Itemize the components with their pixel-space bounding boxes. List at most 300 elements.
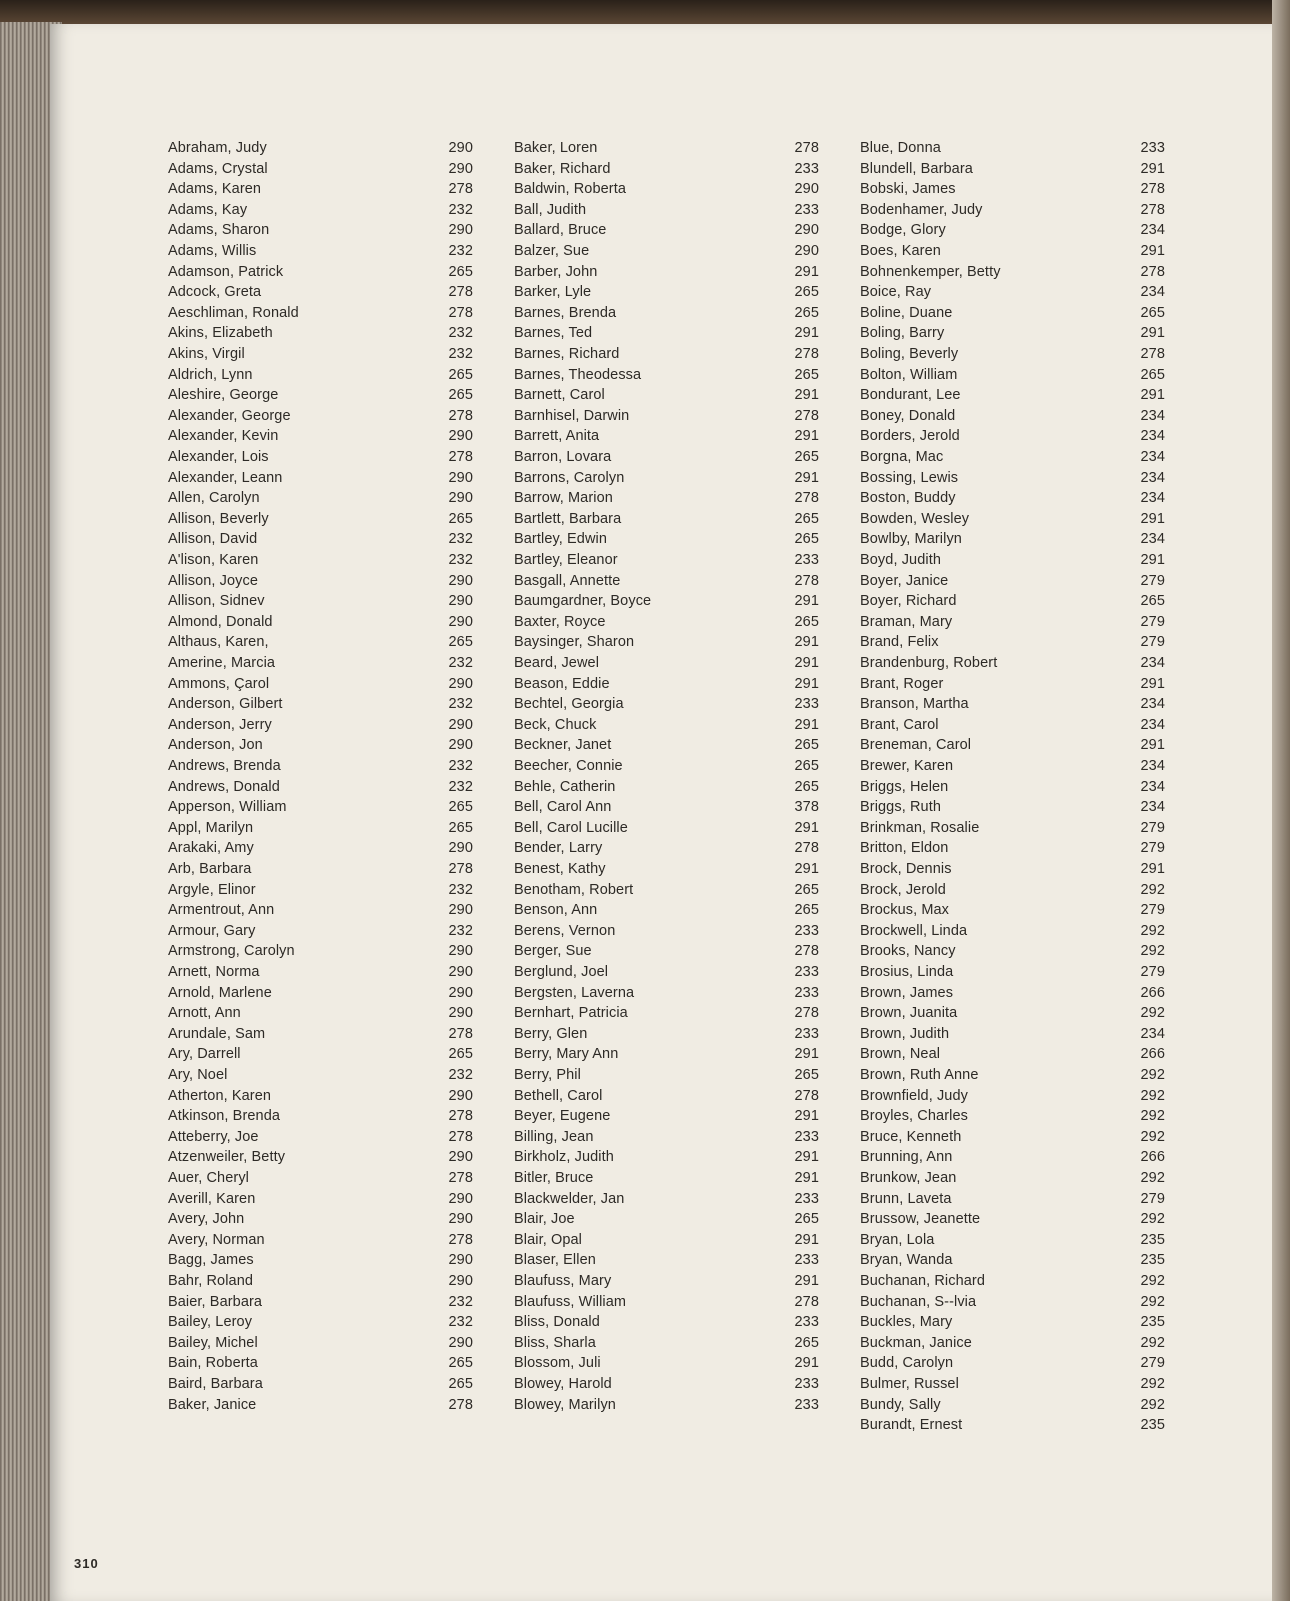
index-entry xyxy=(514,1149,819,1170)
entry-name: Briggs, Ruth xyxy=(860,799,941,816)
entry-page: 265 xyxy=(794,1211,819,1228)
entry-page: 266 xyxy=(1140,1046,1165,1063)
index-entry xyxy=(860,511,1165,532)
entry-name: Benotham, Robert xyxy=(514,881,634,898)
index-entry xyxy=(514,779,819,800)
entry-name: Amerine, Marcia xyxy=(168,655,276,671)
entry-page: 265 xyxy=(448,1355,473,1372)
index-entry xyxy=(168,202,473,223)
entry-name: Broyles, Charles xyxy=(860,1108,968,1125)
entry-name: Bossing, Lewis xyxy=(860,469,959,486)
entry-name: Brunkow, Jean xyxy=(860,1170,957,1186)
entry-name: Blundell, Barbara xyxy=(860,160,973,177)
index-entry xyxy=(168,1046,473,1067)
entry-page: 278 xyxy=(448,304,473,321)
index-entry xyxy=(860,758,1165,779)
entry-name: Barnes, Brenda xyxy=(514,304,617,321)
index-entry xyxy=(168,1252,473,1273)
entry-page: 278 xyxy=(794,490,819,507)
index-entry xyxy=(860,367,1165,388)
index-entry xyxy=(514,243,819,264)
entry-page: 278 xyxy=(794,346,819,362)
entry-page: 233 xyxy=(794,1190,819,1207)
entry-name: Bulmer, Russel xyxy=(860,1376,959,1392)
index-entry xyxy=(514,1376,819,1397)
entry-page: 292 xyxy=(1140,1211,1165,1228)
index-entry xyxy=(860,408,1165,429)
entry-page: 265 xyxy=(1140,366,1165,383)
entry-name: Boyer, Richard xyxy=(860,593,957,610)
entry-name: Arundale, Sam xyxy=(168,1025,266,1042)
entry-page: 234 xyxy=(1140,696,1165,713)
entry-page: 290 xyxy=(448,222,473,239)
index-entry xyxy=(860,449,1165,470)
index-entry xyxy=(860,799,1165,820)
index-entry xyxy=(168,1191,473,1212)
entry-page: 291 xyxy=(1140,325,1165,342)
index-entry xyxy=(514,717,819,738)
index-entry xyxy=(860,1005,1165,1026)
entry-name: Bartley, Eleanor xyxy=(514,552,618,568)
index-entry xyxy=(860,470,1165,491)
entry-name: Brown, Judith xyxy=(860,1025,950,1042)
entry-name: Bell, Carol Ann xyxy=(514,799,612,816)
index-entry xyxy=(168,1067,473,1088)
index-entry xyxy=(860,346,1165,367)
entry-page: 290 xyxy=(448,428,473,445)
entry-page: 290 xyxy=(448,984,473,1001)
index-entry xyxy=(168,1314,473,1335)
index-entry xyxy=(514,1252,819,1273)
index-entry xyxy=(860,882,1165,903)
entry-name: Boyer, Janice xyxy=(860,572,949,589)
index-entry xyxy=(168,511,473,532)
entry-page: 233 xyxy=(794,922,819,939)
index-entry xyxy=(168,140,473,161)
entry-name: Bryan, Wanda xyxy=(860,1252,953,1269)
entry-name: Borders, Jerold xyxy=(860,428,960,445)
index-entry xyxy=(168,840,473,861)
index-entry xyxy=(168,1088,473,1109)
index-entry xyxy=(168,387,473,408)
index-entry xyxy=(860,1170,1165,1191)
entry-page: 265 xyxy=(794,366,819,383)
entry-page: 290 xyxy=(448,675,473,692)
entry-name: Buchanan, S--lvia xyxy=(860,1293,977,1310)
entry-name: Bartlett, Barbara xyxy=(514,510,622,527)
index-entry xyxy=(168,902,473,923)
entry-page: 290 xyxy=(448,160,473,177)
entry-name: Bethell, Carol xyxy=(514,1087,603,1104)
entry-page: 265 xyxy=(448,510,473,527)
index-entry xyxy=(860,634,1165,655)
index-entry xyxy=(860,655,1165,676)
entry-name: Apperson, William xyxy=(168,799,287,816)
entry-page: 291 xyxy=(1140,243,1165,259)
entry-name: Bahr, Roland xyxy=(168,1273,254,1289)
index-entry xyxy=(860,1376,1165,1397)
entry-name: Boes, Karen xyxy=(860,243,941,259)
entry-page: 232 xyxy=(448,346,473,362)
entry-page: 292 xyxy=(1140,1273,1165,1289)
index-entry xyxy=(860,428,1165,449)
entry-name: Budd, Carolyn xyxy=(860,1355,954,1372)
index-entry xyxy=(514,1088,819,1109)
entry-name: Alexander, Leann xyxy=(168,469,283,486)
entry-page: 292 xyxy=(1140,881,1165,898)
index-entry xyxy=(860,1252,1165,1273)
entry-name: Almond, Donald xyxy=(168,613,273,630)
entry-name: Brockwell, Linda xyxy=(860,922,968,939)
index-entry xyxy=(860,305,1165,326)
index-entry xyxy=(168,264,473,285)
index-column-1 xyxy=(168,140,473,1460)
entry-page: 278 xyxy=(448,861,473,877)
index-entry xyxy=(514,511,819,532)
entry-name: Ammons, Çarol xyxy=(168,675,270,692)
index-entry xyxy=(860,1046,1165,1067)
entry-page: 265 xyxy=(794,778,819,795)
entry-name: Blackwelder, Jan xyxy=(514,1190,625,1207)
entry-page: 279 xyxy=(1140,613,1165,630)
entry-name: Beard, Jewel xyxy=(514,655,600,671)
entry-name: Auer, Cheryl xyxy=(168,1170,249,1186)
index-entry xyxy=(860,1355,1165,1376)
index-entry xyxy=(514,696,819,717)
index-entry xyxy=(168,882,473,903)
entry-name: Atteberry, Joe xyxy=(168,1128,259,1145)
entry-name: Blowey, Marilyn xyxy=(514,1396,616,1413)
entry-page: 232 xyxy=(448,531,473,548)
entry-name: Brant, Roger xyxy=(860,675,944,692)
index-entry xyxy=(860,676,1165,697)
entry-name: Blaser, Ellen xyxy=(514,1252,596,1269)
entry-page: 232 xyxy=(448,325,473,342)
index-entry xyxy=(860,696,1165,717)
index-entry xyxy=(168,1335,473,1356)
entry-page: 265 xyxy=(448,1376,473,1392)
index-entry xyxy=(860,902,1165,923)
entry-page: 278 xyxy=(1140,181,1165,198)
entry-page: 290 xyxy=(448,902,473,919)
entry-page: 234 xyxy=(1140,222,1165,239)
entry-page: 292 xyxy=(1140,1108,1165,1125)
entry-page: 265 xyxy=(794,737,819,754)
entry-page: 290 xyxy=(448,613,473,630)
index-entry xyxy=(860,1067,1165,1088)
entry-name: Berry, Glen xyxy=(514,1025,588,1042)
entry-name: Brunning, Ann xyxy=(860,1149,953,1166)
entry-name: Appl, Marilyn xyxy=(168,819,254,836)
entry-page: 291 xyxy=(1140,861,1165,877)
entry-name: Bagg, James xyxy=(168,1252,254,1269)
index-entry xyxy=(860,387,1165,408)
entry-page: 266 xyxy=(1140,1149,1165,1166)
index-entry xyxy=(514,943,819,964)
entry-name: Armentrout, Ann xyxy=(168,902,275,919)
index-entry xyxy=(168,222,473,243)
entry-page: 292 xyxy=(1140,1293,1165,1310)
index-entry xyxy=(168,820,473,841)
entry-name: Anderson, Jerry xyxy=(168,716,272,733)
entry-name: Alexander, Lois xyxy=(168,449,269,465)
entry-page: 234 xyxy=(1140,469,1165,486)
entry-name: Brandenburg, Robert xyxy=(860,655,998,671)
entry-page: 233 xyxy=(794,552,819,568)
entry-name: Allison, David xyxy=(168,531,258,548)
entry-name: Brussow, Jeanette xyxy=(860,1211,981,1228)
entry-page: 290 xyxy=(448,490,473,507)
entry-name: Bartley, Edwin xyxy=(514,531,608,548)
entry-name: Barber, John xyxy=(514,263,598,280)
index-entry xyxy=(168,1376,473,1397)
entry-page: 291 xyxy=(794,387,819,404)
entry-page: 265 xyxy=(1140,304,1165,321)
index-entry xyxy=(514,284,819,305)
entry-name: Barnhisel, Darwin xyxy=(514,407,630,424)
entry-name: Arnott, Ann xyxy=(168,1005,241,1022)
entry-name: Borgna, Mac xyxy=(860,449,944,465)
entry-name: Baier, Barbara xyxy=(168,1293,263,1310)
index-entry xyxy=(860,1211,1165,1232)
index-entry xyxy=(514,1335,819,1356)
entry-name: Bell, Carol Lucille xyxy=(514,819,628,836)
entry-page: 279 xyxy=(1140,634,1165,651)
index-entry xyxy=(514,758,819,779)
entry-name: Brand, Felix xyxy=(860,634,939,651)
entry-name: Allen, Carolyn xyxy=(168,490,260,507)
index-entry xyxy=(168,1232,473,1253)
index-entry xyxy=(514,408,819,429)
entry-name: Birkholz, Judith xyxy=(514,1149,614,1166)
entry-name: Baker, Janice xyxy=(168,1396,257,1413)
entry-page: 290 xyxy=(448,1005,473,1022)
index-entry xyxy=(168,325,473,346)
entry-page: 233 xyxy=(1140,140,1165,156)
index-entry xyxy=(514,861,819,882)
entry-page: 290 xyxy=(448,572,473,589)
entry-page: 233 xyxy=(794,1376,819,1392)
index-entry xyxy=(514,1170,819,1191)
index-entry xyxy=(514,1108,819,1129)
entry-name: Adams, Sharon xyxy=(168,222,270,239)
entry-name: Bliss, Sharla xyxy=(514,1334,596,1351)
entry-page: 292 xyxy=(1140,1005,1165,1022)
entry-name: Baumgardner, Boyce xyxy=(514,593,652,610)
entry-name: Bolton, William xyxy=(860,366,958,383)
entry-page: 235 xyxy=(1140,1417,1165,1434)
entry-name: Althaus, Karen, xyxy=(168,634,269,651)
entry-page: 292 xyxy=(1140,922,1165,939)
entry-name: Bailey, Leroy xyxy=(168,1314,253,1331)
entry-name: Britton, Eldon xyxy=(860,840,949,857)
index-entry xyxy=(860,1149,1165,1170)
entry-page: 278 xyxy=(794,140,819,156)
entry-name: Atherton, Karen xyxy=(168,1087,272,1104)
entry-page: 278 xyxy=(1140,263,1165,280)
entry-page: 278 xyxy=(448,1170,473,1186)
index-entry xyxy=(168,1211,473,1232)
index-entry xyxy=(168,943,473,964)
index-entry xyxy=(168,696,473,717)
entry-name: Buchanan, Richard xyxy=(860,1273,986,1289)
index-entry xyxy=(514,346,819,367)
index-entry xyxy=(514,840,819,861)
entry-name: Andrews, Brenda xyxy=(168,758,281,774)
entry-name: Bernhart, Patricia xyxy=(514,1005,628,1022)
index-entry xyxy=(168,449,473,470)
entry-name: Adcock, Greta xyxy=(168,284,262,301)
page-number: 310 xyxy=(74,1556,99,1571)
entry-page: 290 xyxy=(448,1334,473,1351)
index-entry xyxy=(514,1232,819,1253)
index-entry xyxy=(860,284,1165,305)
index-entry xyxy=(168,964,473,985)
entry-page: 265 xyxy=(794,613,819,630)
index-entry xyxy=(860,161,1165,182)
entry-name: Boling, Beverly xyxy=(860,346,959,362)
entry-page: 265 xyxy=(448,366,473,383)
entry-page: 265 xyxy=(794,902,819,919)
entry-page: 233 xyxy=(794,1128,819,1145)
entry-page: 235 xyxy=(1140,1252,1165,1269)
entry-page: 290 xyxy=(448,1087,473,1104)
entry-name: Barrons, Carolyn xyxy=(514,469,625,486)
entry-page: 234 xyxy=(1140,778,1165,795)
entry-page: 234 xyxy=(1140,284,1165,301)
entry-name: Basgall, Annette xyxy=(514,572,621,589)
entry-page: 278 xyxy=(794,840,819,857)
entry-page: 378 xyxy=(794,799,819,816)
entry-page: 290 xyxy=(448,1190,473,1207)
index-entry xyxy=(168,531,473,552)
index-entry xyxy=(860,1397,1165,1418)
index-entry xyxy=(514,552,819,573)
entry-name: Ary, Darrell xyxy=(168,1046,241,1063)
entry-name: Brooks, Nancy xyxy=(860,943,956,960)
index-entry xyxy=(514,799,819,820)
entry-name: Baker, Richard xyxy=(514,160,611,177)
entry-name: Armour, Gary xyxy=(168,922,256,939)
index-entry xyxy=(168,1108,473,1129)
entry-page: 233 xyxy=(794,1252,819,1269)
index-entry xyxy=(514,593,819,614)
entry-page: 290 xyxy=(448,593,473,610)
entry-page: 233 xyxy=(794,696,819,713)
index-column-2 xyxy=(514,140,819,1460)
index-entry xyxy=(168,1129,473,1150)
index-entry xyxy=(168,181,473,202)
index-page xyxy=(50,24,1272,1601)
index-entry xyxy=(514,1273,819,1294)
index-entry xyxy=(860,1108,1165,1129)
entry-name: Bondurant, Lee xyxy=(860,387,961,404)
entry-page: 232 xyxy=(448,243,473,259)
entry-page: 234 xyxy=(1140,449,1165,465)
entry-page: 290 xyxy=(448,964,473,980)
entry-name: Arnold, Marlene xyxy=(168,984,272,1001)
index-entry xyxy=(860,1273,1165,1294)
entry-page: 265 xyxy=(794,284,819,301)
entry-name: Branson, Martha xyxy=(860,696,969,713)
entry-name: Aeschliman, Ronald xyxy=(168,304,299,321)
index-entry xyxy=(514,1294,819,1315)
entry-name: Adams, Crystal xyxy=(168,160,268,177)
index-entry xyxy=(860,923,1165,944)
index-entry xyxy=(514,882,819,903)
index-entry xyxy=(860,737,1165,758)
entry-name: Brant, Carol xyxy=(860,716,939,733)
entry-page: 232 xyxy=(448,1067,473,1083)
entry-name: Bryan, Lola xyxy=(860,1231,935,1248)
entry-page: 291 xyxy=(794,1355,819,1372)
entry-name: Adams, Willis xyxy=(168,243,257,259)
entry-name: Bodge, Glory xyxy=(860,222,946,239)
entry-name: Armstrong, Carolyn xyxy=(168,943,295,960)
index-entry xyxy=(168,1397,473,1418)
entry-name: Adams, Kay xyxy=(168,201,248,218)
entry-page: 278 xyxy=(448,407,473,424)
entry-name: Berens, Vernon xyxy=(514,922,616,939)
index-entry xyxy=(168,737,473,758)
index-entry xyxy=(514,655,819,676)
entry-page: 278 xyxy=(794,943,819,960)
entry-name: Brewer, Karen xyxy=(860,758,954,774)
entry-page: 291 xyxy=(794,1108,819,1125)
entry-name: Brockus, Max xyxy=(860,902,950,919)
entry-name: Blowey, Harold xyxy=(514,1376,612,1392)
index-entry xyxy=(514,367,819,388)
index-entry xyxy=(168,346,473,367)
entry-name: Bowlby, Marilyn xyxy=(860,531,962,548)
entry-name: Brock, Jerold xyxy=(860,881,946,898)
entry-page: 232 xyxy=(448,881,473,898)
entry-page: 232 xyxy=(448,758,473,774)
index-entry xyxy=(514,985,819,1006)
entry-page: 265 xyxy=(794,449,819,465)
index-entry xyxy=(168,1170,473,1191)
entry-name: Anderson, Gilbert xyxy=(168,696,283,713)
index-entry xyxy=(860,593,1165,614)
entry-page: 278 xyxy=(794,1005,819,1022)
entry-page: 278 xyxy=(794,407,819,424)
index-entry xyxy=(860,1335,1165,1356)
entry-page: 234 xyxy=(1140,758,1165,774)
entry-page: 233 xyxy=(794,160,819,177)
entry-name: Barrett, Anita xyxy=(514,428,600,445)
index-entry xyxy=(168,573,473,594)
entry-page: 291 xyxy=(1140,675,1165,692)
entry-name: Abraham, Judy xyxy=(168,140,267,156)
index-entry xyxy=(514,428,819,449)
entry-name: A'lison, Karen xyxy=(168,552,259,568)
entry-page: 291 xyxy=(794,593,819,610)
entry-page: 232 xyxy=(448,696,473,713)
entry-name: Alexander, Kevin xyxy=(168,428,279,445)
index-entry xyxy=(168,161,473,182)
entry-page: 290 xyxy=(794,222,819,239)
entry-page: 278 xyxy=(1140,346,1165,362)
index-entry xyxy=(168,779,473,800)
entry-name: Brown, Juanita xyxy=(860,1005,958,1022)
index-entry xyxy=(168,861,473,882)
index-entry xyxy=(514,964,819,985)
index-entry xyxy=(514,1067,819,1088)
entry-page: 234 xyxy=(1140,428,1165,445)
index-entry xyxy=(860,552,1165,573)
index-entry xyxy=(860,573,1165,594)
index-entry xyxy=(168,428,473,449)
